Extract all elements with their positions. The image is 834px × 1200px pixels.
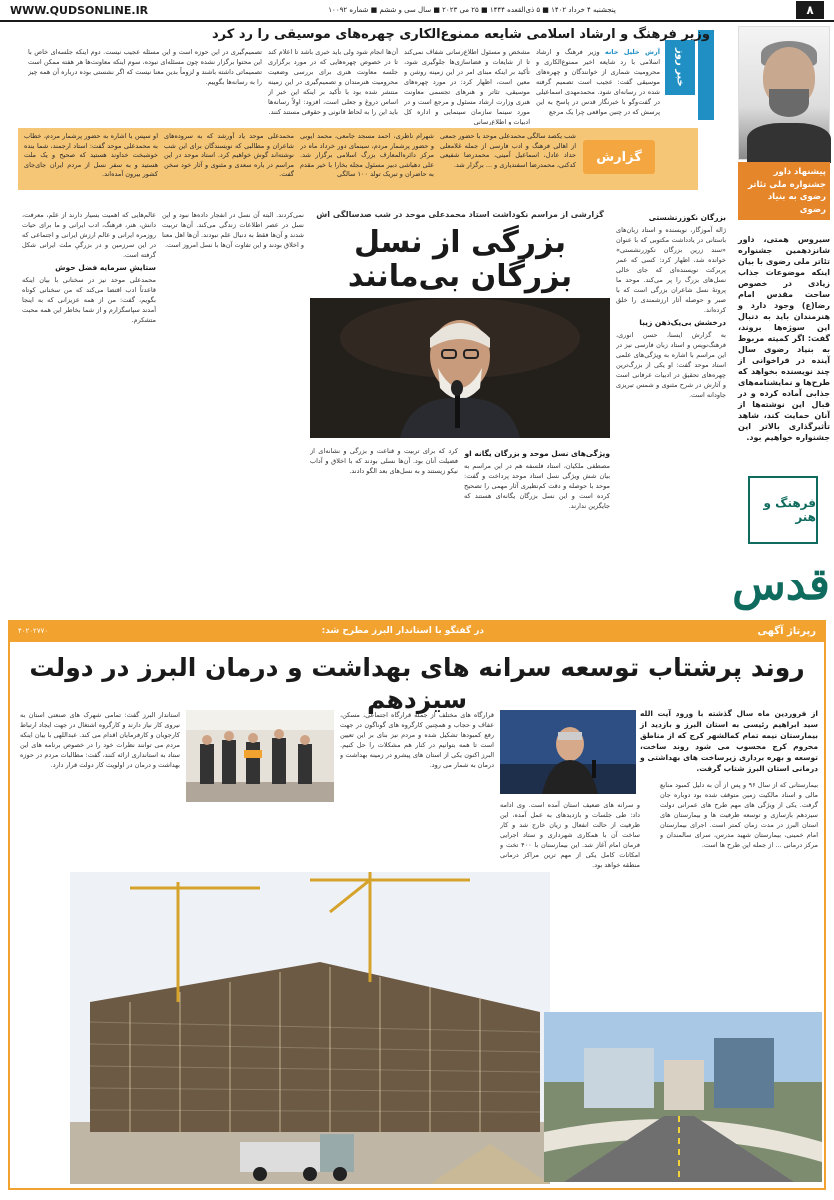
feature-column-f [22, 210, 156, 610]
news-column-3: آن‌ها انجام شود ولی باید خبری باشد تا اعلام کند تا در خصوص چهره‌هایی که در مورد برگزاری جلسه معاونت هنری برای بررسی وضعیت محرومیت هنرمندان و تصمیم‌گیری در این زمینه منتشر شده بود با تأکید بر اینکه این خبر از اساس دروغ و جعلی است، افزود: اولاً رسانه‌ها باید این را به لحاظ قانونی و حقوقی مستند کنند. [268, 48, 398, 116]
advertorial-code: ۴۰۲۰۲۷۷۰ [18, 627, 49, 635]
feature-column-c-text: مصطفی ملکیان، استاد فلسفه هم در این مراسم به بیان شش ویژگی نسل استاد موحد پرداخت و گفت: موحد با حوصله و دقت کم‌نظیری آثار مهمی را تصحیح کرده است و این نسل بزرگان یگانه‌ای هستند که جایگزین ندارند. [464, 462, 610, 510]
advertorial-col-1: بیمارستانی که از سال ۹۶ و پس از آن به دلیل کمبود منابع مالی و اسناد مالکیت زمین متوقف شده بود دوباره جان گرفت. یکی از ویژگی های مهم طرح های عمرانی دولت سیزدهم بازسازی و توسعه ظرفیت ها و بیمارستان های استان البرز در مدت زمان کمتر است. اجرای بیمارستان امام خمینی، بیمارستان شهید مدرس، سرای سالمندان و مرکز درمانی ... از جمله این طرح ها است. [660, 781, 818, 849]
feature-title-line-1: بزرگی از نسل [353, 225, 566, 260]
news-section-label: خبر روز [665, 40, 695, 95]
feature-column-a-text: ژاله آموزگار، نویسنده و استاد زبان‌های باستانی در یادداشت مکتوبی که با عنوان «سند زرین بزرگان نکوزرنشستی» خوانده شد، اظهار کرد: کسی که عمر پربرکت نویسنده‌ای که جای خالی نسل‌های بزرگ را پر می‌کند. موحد ما پروتهٔ نسل شاعران بزرگی است که با صبر و حوصله آثار ارزشمندی را خلق کرده‌اند. [616, 226, 726, 314]
feature-title[interactable] [310, 226, 610, 294]
issue-date: پنجشنبه ۴ خرداد ۱۴۰۲ ■ ۵ ذی‌القعده ۱۴۴۴ ■ ۲۵ می ۲۰۲۳ ■ سال سی و ششم ■ شماره ۱۰۰۹۲ [328, 6, 616, 14]
feature-subhead-1: بزرگان نکوزرنشستی [648, 213, 726, 222]
construction-site-photo [70, 872, 550, 1184]
feature-column-e: نمی‌کردند. البته آن نسل در انفجار داده‌ها نبود و این نسل در عصر اطلاعات زندگی می‌کند. آن‌ها تربیت شدند و آن‌ها فقط به دنبال علم نبودند. آن‌ها اهل معنا و اخلاق بودند و این تفاوت آن‌ها با نسل امروز است. [162, 211, 304, 249]
site-url[interactable]: WWW.QUDSONLINE.IR [10, 3, 149, 17]
feature-column-d: کرد که برای تربیت و قناعت و بزرگی و نشانه‌ای از فضیلت آنان بود. آن‌ها نسلی بودند که با اخلاق و آداب نیکو زیستند و به نسل‌های بعد الگو دادند. [310, 447, 458, 475]
portrait-illustration [310, 298, 610, 438]
sidebar-column [734, 22, 834, 482]
advertorial-header [8, 620, 826, 642]
culture-section-label: فرهنگ و هنر [763, 496, 816, 524]
news-column-2: مشخص و مسئول اطلاع‌رسانی شفاف نمی‌کند تا از شایعات و فضاسازی‌ها جلوگیری شود، تأکید بر اینکه مبنای امر در این زمینه روشن و معین است، اظهار کرد: در مورد چهره‌های موسیقی، تئاتر و هنرهای تجسمی معاونت هنری وزارت ارشاد مسئول و مرجع است و در مورد سینما سازمان سینمایی و اداره کل ادبیات و اطلاع‌رسانی [404, 48, 530, 125]
feature-column-b-text: به گزارش ایسنا، حسن انوری، فرهنگ‌نویس و استاد زبان فارسی نیز در این مراسم با اشاره به ویژگی‌های علمی استاد موحد گفت: او یکی از بزرگ‌ترین چهره‌های تحقیق در ادبیات عرفانی است و آثارش در شرح مثنوی و شمس تبریزی جاودانه است. [616, 331, 726, 399]
news-author: آرش خلیل خانه [604, 48, 660, 56]
feature-subhead-3: ویژگی‌های نسل موحد و بزرگان یگانه او [464, 449, 610, 458]
sidebar-title[interactable]: پیشنهاد داور جشنواره ملی تئاتر رضوی به بنیاد رضوی [738, 162, 830, 220]
advertorial-col-2: و سرانه های ضعیف استان آمده است. وی ادامه داد: طی جلسات و بازدیدهای به عمل آمده، این ظرفیت از حالت انفعال و زیان خارج شد و کار ساخت آن با همکاری شهرداری و ستاد اجرایی فرمان امام آغاز شد. این بیمارستان با ۴۰۰ تخت و امکانات کامل یکی از مهم ترین مراکز درمانی منطقه خواهد بود. [500, 801, 640, 869]
report-col-4: او سپس با اشاره به حضور پرشمار مردم، خطاب به محمدعلی موحد گفت: استاد ارجمند، شما بنده خوشبخت خداوند هستید که صحیح و یک ملت هستید و به سفر نسل از مردم ایران جای‌جای کشور بیرون آمده‌اند. [24, 132, 158, 178]
section-accent-bar [698, 30, 714, 120]
advertorial-col-3: قرارگاه های مختلف از جمله قرارگاه اجتماعی، مسکن، عفاف و حجاب و همچنین کارگروه های گوناگون در جهت رفع کمبودها تشکیل شده و مردم نیز بنای بر این تعیین است تا همه بتوانیم در کنار هم مشکلات را حل کنیم. البرز اکنون یکی از استان های پیشرو در زمینه بهداشت و درمان به شمار می رود. [340, 711, 494, 769]
news-column-1 [536, 47, 660, 125]
report-label: گزارش [583, 140, 655, 174]
advertorial-tag: رپرتاژ آگهی [757, 625, 816, 637]
feature-photo [310, 298, 610, 438]
advertorial-lead: از فروردین ماه سال گذشته با ورود آیت الله سید ابراهیم رئیسی به استان البرز و بازدید از بیمارستان نیمه تمام کمالشهر کرج که از مناطق محروم کرج محسوب می شود روند ساخت، توسعه و بهره برداری زیرساخت های بهداشتی و درمانی استان البرز شتاب گرفت. [640, 709, 818, 773]
feature-subhead-4: ستایشِ سرمایه فضل حوش [55, 263, 156, 272]
report-col-1: شب یکصد سالگی محمدعلی موحد با حضور جمعی از اهالی فرهنگ و ادب فارسی از جمله غلامعلی حداد عادل، اسماعیل آمینی، محمدرضا شفیعی کدکنی، محمدرضا اسفندیاری و ... برگزار شد. [440, 132, 576, 169]
sidebar-body: سیروس همتی، داور شانزدهمین جشنواره تئاتر ملی رضوی با بیان اینکه موضوعات جذاب زیادی در خصوص ساحت مقدس امام رضا(ع) وجود دارد و هنرمندان باید به دنبال این سوژه‌ها بروند، گفت: اگر کمیته مربوط به بنیاد رضوی سال آینده در فراخوانی از چند نویسنده بخواهد که طرح‌ها و نمایشنامه‌های جذابی آماده کرده و در قبال این نوشته‌ها از آنان حمایت کند، شاهد تأثیرگذاری بالاتر این جشنواره خواهیم بود. [738, 235, 830, 442]
news-headline[interactable]: وزیر فرهنگ و ارشاد اسلامی شایعه ممنوع‌الکاری چهره‌های موسیقی را رد کرد [212, 27, 710, 42]
news-column-1-text: وزیر فرهنگ و ارشاد اسلامی با رد شایعه اخیر ممنوع‌الکاری و محرومیت شماری از خوانندگان و چهره‌های موسیقی گفت: عجیب است تصمیم گرفته شده در رسانه‌ای شود. محمدمهدی اسماعیلی در گفت‌وگو با خبرنگار قدس در پاسخ به این پرسش که در چنین مواقعی چرا یک مرجع [536, 48, 660, 116]
feature-kicker: گزارشی از مراسم نکوداشت استاد محمدعلی موحد در شب صدسالگی اش [316, 210, 604, 219]
page-number: ۸ [796, 1, 824, 19]
report-col-3: محمدعلی موحد یاد آورشد که به سروده‌های شاعران و مطالبی که نویسندگان برای این شب نوشته‌اند گوش خواهیم کرد. استاد موحد در این مراسم در باره سعدی و مثنوی و آثار خود سخن گفت. [164, 132, 294, 178]
team-visit-photo [186, 710, 334, 802]
columnist-portrait [738, 26, 830, 160]
feature-column-c [464, 446, 610, 610]
feature-column-a [616, 210, 726, 610]
feature-column-f-text: عالم‌هایی که اهمیت بسیار دارند از علم، معرفت، دانش، هنر، فرهنگ، ادب ایرانی و ما برای حیات روزمره ایرانی و عالم ارزش ایرانی و اجتماعی که در این سرزمین و در بزرگیِ ملت ایرانی شکل گرفته است. [22, 211, 156, 259]
masthead-bar [0, 0, 834, 22]
bridge-photo [544, 1012, 822, 1182]
advertorial-title[interactable]: روند پرشتاب توسعه سرانه های بهداشت و درمان البرز در دولت سیزدهم [29, 653, 805, 714]
advertorial-col-4: استاندار البرز گفت: تمامی شهرک های صنعتی استان به نیروی کار نیاز دارند و کارگروه اشتغال در جهت ایجاد ارتباط کارجویان و کارفرمایان اقدام می کند. عبداللهی با بیان اینکه مردم می توانند نظرات خود را در خصوص برنامه های این ستاد به استانداری ارائه کنند، گفت: مطالبات مردم در حوزه بهداشت و درمان در اولویت کار دولت قرار دارد. [20, 711, 180, 769]
qods-logo: قدس [732, 559, 830, 610]
feature-title-line-2: بزرگان بی‌مانند [347, 259, 573, 294]
advertorial-kicker: در گفتگو با استاندار البرز مطرح شد: [321, 626, 485, 636]
news-column-4: تصمیم‌گیری در این حوزه است و این مسئله عجیب نیست. دوم اینکه جلسه‌ای خاص با این محتوا برگزار نشده چون مسئله‌ای نبوده، سوم اینکه معاونت‌ها هر هفته ممکن است تصمیماتی داشته باشند و لزوماً بدین معنا نیست که اگر نشستی بوده درباره آن همه چیز را به رسانه‌ها بگوییم. [28, 48, 262, 86]
feature-column-g-text: محمدعلی موحد نیز در سخنانی با بیان اینکه قاعدتاً ادب اقتضا می‌کند که من سخنانی کوتاه بگویم، گفت: من از همه عزیزانی که به اینجا آمدند سپاسگزارم و از شما بخاطر این همه محبت متشکرم. [22, 276, 156, 324]
feature-subhead-2: درخشش بی‌یک‌ذهن زیبا [639, 318, 726, 327]
report-col-2: شهرام ناظری، احمد مسجد جامعی، محمد ایوبی و حضور پرشمار مردم، سینمای دور خرداد ماه در مرکز دائره‌المعارف بزرگ اسلامی برگزار شد. علی دهباشی دبیر مسئول مجله بخارا با خیر مقدم به حاضران و تبریک تولد ۱۰۰ سالگی [300, 132, 434, 178]
meeting-photo [500, 710, 636, 794]
